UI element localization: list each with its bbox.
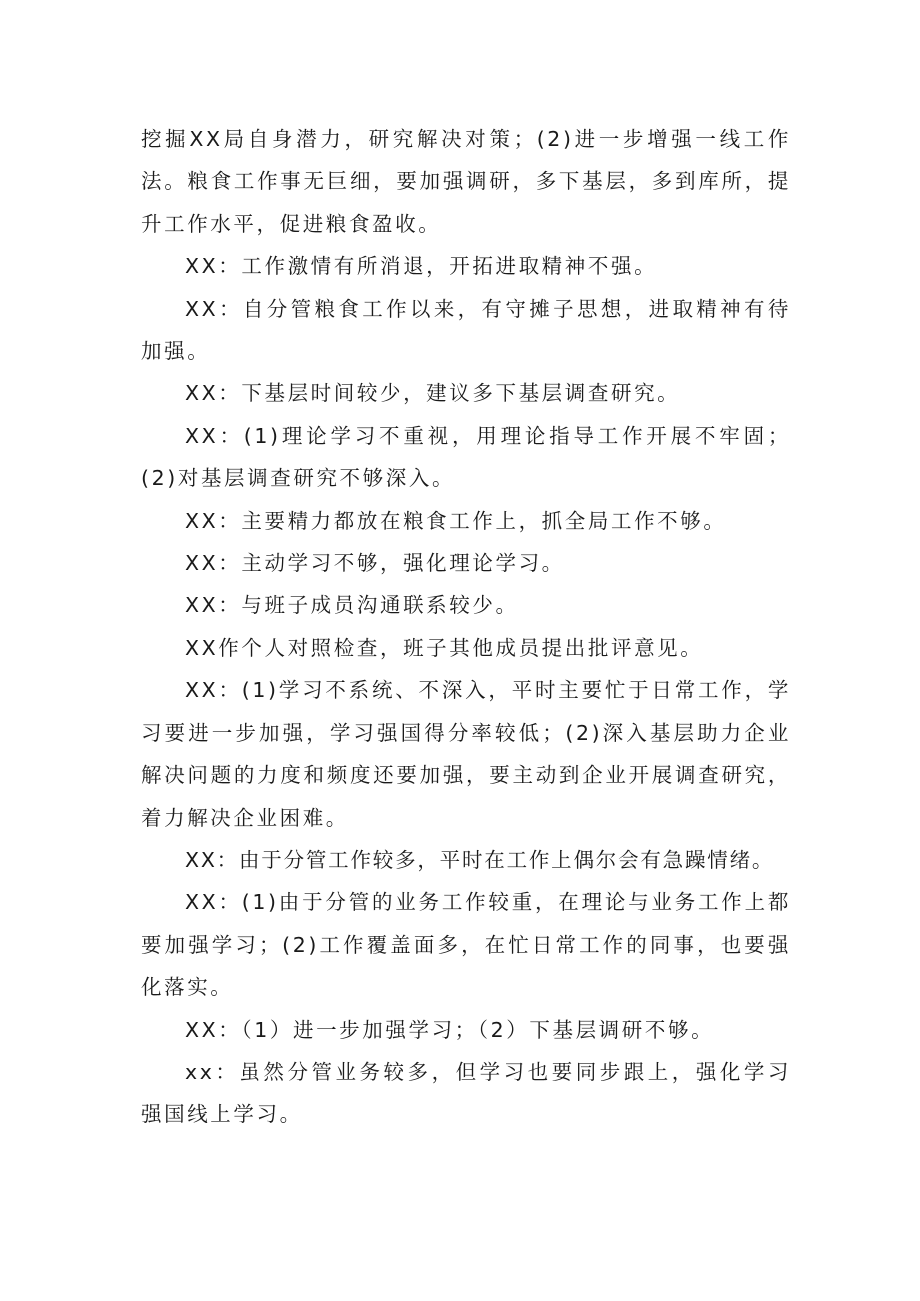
paragraph-14: xx：虽然分管业务较多，但学习也要同步跟上，强化学习强国线上学习。 (141, 1059, 791, 1127)
document-body (141, 118, 791, 1136)
paragraph-5: XX：(1)理论学习不重视，用理论指导工作开展不牢固；(2)对基层调查研究不够深入。 (141, 423, 791, 491)
paragraph-2: XX：工作激情有所消退，开拓进取精神不强。 (185, 254, 658, 279)
paragraph-3: XX：自分管粮食工作以来，有守摊子思想，进取精神有待加强。 (141, 296, 791, 364)
paragraph-12: XX：(1)由于分管的业务工作较重，在理论与业务工作上都要加强学习；(2)工作覆盖面多，在忙日常工作的同事，也要强化落实。 (141, 890, 791, 1000)
paragraph-1: 挖掘XX局自身潜力，研究解决对策；(2)进一步增强一线工作法。粮食工作事无巨细，要加强调研，多下基层，多到库所，提升工作水平，促进粮食盈收。 (141, 127, 791, 236)
paragraph-13: XX：（1）进一步加强学习；（2）下基层调研不够。 (185, 1017, 715, 1042)
paragraph-11: XX：由于分管工作较多，平时在工作上偶尔会有急躁情绪。 (185, 847, 775, 872)
paragraph-6: XX：主要精力都放在粮食工作上，抓全局工作不够。 (185, 508, 727, 533)
paragraph-8: XX：与班子成员沟通联系较少。 (185, 593, 519, 618)
paragraph-7: XX：主动学习不够，强化理论学习。 (185, 551, 565, 576)
paragraph-4: XX：下基层时间较少，建议多下基层调查研究。 (185, 381, 681, 406)
paragraph-9: XX作个人对照检查，班子其他成员提出批评意见。 (185, 635, 704, 660)
paragraph-10: XX：(1)学习不系统、不深入，平时主要忙于日常工作，学习要进一步加强，学习强国得分率较低；(2)深入基层助力企业解决问题的力度和频度还要加强，要主动到企业开展调查研究，着力解决企业困难。 (141, 678, 791, 830)
